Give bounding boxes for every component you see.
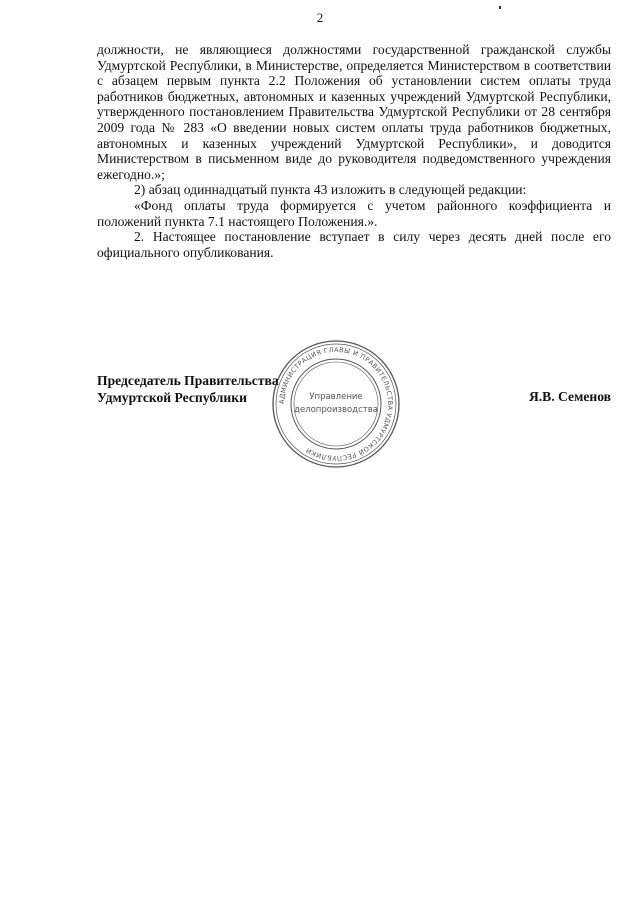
paragraph-continuation: должности, не являющиеся должностями государственной гражданской службы Удмуртской Республики, в Министерстве, определяется Министерством в соответствии с абзацем первым пункта 2.2 Положения об установлении систем оплаты труда работников бюджетных, автономных и казенных учреждений Удмуртской Республики, утвержденного постановлением Правительства Удмуртской Республики от 28 сентября 2009 года № 283 «О введении новых систем оплаты труда работников бюджетных, автономных и казенных учреждений Удмуртской Республики», и доводится Министерством в письменном виде до руководителя подведомственного учреждения ежегодно.»; [97,42,611,182]
paragraph-effective-date: 2. Настоящее постановление вступает в силу через десять дней после его официального опубликования. [97,229,611,260]
signatory-title-line1: Председатель Правительства [97,373,279,388]
stamp-ring-text: АДМИНИСТРАЦИЯ ГЛАВЫ И ПРАВИТЕЛЬСТВА УДМУРТСКОЙ РЕСПУБЛИКИ [277,345,395,463]
paragraph-quoted-text: «Фонд оплаты труда формируется с учетом районного коэффициента и положений пункта 7.1 настоящего Положения.». [97,197,611,229]
signatory-name: Я.В. Семенов [528,389,611,404]
document-body [97,42,611,260]
paragraph-amendment-item: 2) абзац одиннадцатый пункта 43 изложить в следующей редакции: [134,182,527,198]
official-stamp-seal [271,339,401,469]
signatory-title-line2: Удмуртской Республики [97,390,247,405]
page-number: 2 [316,10,324,25]
stamp-text-line1: Управление [309,392,363,402]
stamp-text-line2: делопроизводства [294,405,378,415]
scan-speck [499,6,501,9]
signatory-title [97,372,279,406]
